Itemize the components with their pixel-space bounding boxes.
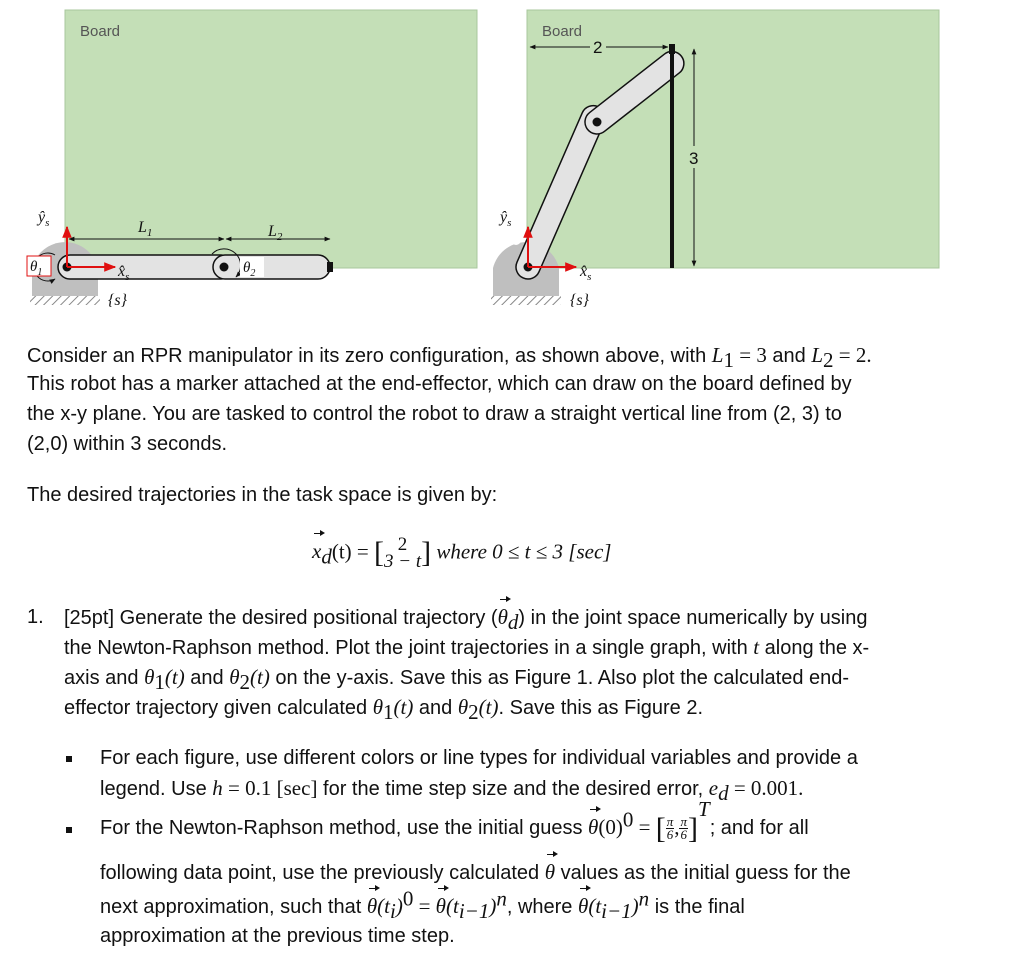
q1-theta-sub: d	[507, 610, 519, 634]
right-ys-label: $ŷ_s$	[500, 209, 512, 229]
right-ground-hatch	[491, 296, 561, 305]
eq-top: 2	[397, 534, 408, 555]
b2-text-b: ; and for all	[709, 817, 809, 839]
intro-L2: L	[811, 343, 823, 367]
b2-eq: =	[633, 815, 656, 839]
b2-l3-theta-1: θ	[367, 891, 377, 921]
left-board-label: Board	[80, 23, 121, 40]
eq-lhs: (t) =	[331, 539, 374, 564]
eq-x-vector: x	[312, 536, 321, 566]
intro-line-1	[27, 340, 872, 371]
b2-l2-theta: θ	[545, 857, 555, 887]
b2-frac-1	[666, 816, 675, 841]
q1-l2-text-b: along the x-	[759, 637, 870, 659]
theta1-label: $\theta_1$	[30, 259, 43, 278]
b2-l3-a: next approximation, such that	[100, 896, 367, 918]
b1-h: h	[212, 776, 223, 800]
q1-l4-b: . Save this as Figure 2.	[498, 697, 704, 719]
bullet-1-marker	[66, 756, 72, 762]
b2-l3-tim1-b: (t	[588, 894, 602, 918]
q1-line-1	[64, 602, 867, 633]
q1-text-a: [25pt] Generate the desired positional trajectory (	[64, 607, 498, 629]
b2-l3-tim1-close: )	[489, 894, 497, 918]
left-end-effector	[327, 262, 333, 272]
q1-l4-th1-sub: 1	[383, 700, 394, 724]
b2-frac-2-den: 6	[680, 827, 687, 843]
b2-l3-eq: =	[413, 894, 436, 918]
b2-l3-ti: (t	[377, 894, 390, 918]
intro-L1: L	[711, 343, 724, 367]
b2-l3-ti-sup: 0	[402, 886, 414, 911]
b2-frac-1-num: π	[666, 814, 674, 830]
b2-l3-theta-2: θ	[436, 891, 446, 921]
intro-line-3: the x-y plane. You are tasked to control the robot to draw a straight vertical line from (2, 3) to	[27, 403, 842, 425]
q1-l4-th2-sub: 2	[468, 700, 479, 724]
q1-l4-and: and	[413, 697, 458, 719]
b1-e-sub: d	[718, 781, 729, 805]
intro-line-4: (2,0) within 3 seconds.	[27, 433, 228, 455]
right-joint-1-marker	[511, 235, 521, 245]
b2-l2-b: values as the initial guess for the	[555, 862, 851, 884]
bullet-2-line-2	[100, 857, 851, 888]
q1-l3-b: on the y-axis. Save this as Figure 1. Also plot the calculated end-	[269, 667, 850, 689]
b2-l3-tim1-close-b: )	[631, 894, 639, 918]
b2-comma: ,	[674, 815, 680, 839]
q1-th1-t: (t)	[164, 665, 185, 689]
left-ground-hatch	[30, 296, 100, 305]
eq-x-sub: d	[321, 544, 332, 569]
eq-where: where 0 ≤ t ≤ 3 [sec]	[431, 539, 612, 564]
b2-theta: θ	[588, 812, 598, 842]
q1-th2-t: (t)	[250, 665, 270, 689]
b1-e: e	[708, 776, 719, 800]
b2-T: T	[698, 797, 710, 822]
right-xs-label: $x̂_s$	[580, 263, 592, 283]
eq-bottom: 3 − t	[384, 551, 422, 572]
b2-frac-2-num: π	[680, 814, 687, 830]
b2-l3-theta-3: θ	[578, 891, 588, 921]
b1-h-eq: = 0.1 [sec]	[222, 776, 318, 800]
b2-l3-tim1-sub: i−1	[458, 899, 490, 923]
L2-label: $L_2$	[268, 223, 283, 243]
intro-and: and	[766, 345, 812, 367]
b2-guess-sup: 0	[622, 807, 634, 832]
q1-line-4	[64, 692, 703, 723]
bullet-2-line-1	[100, 797, 809, 846]
q1-line-3	[64, 662, 849, 693]
dim-2-label: 2	[593, 38, 603, 57]
q1-th1-sub: 1	[154, 670, 165, 694]
q1-l4-th2: θ	[457, 695, 469, 719]
bullet-2-line-4: approximation at the previous time step.	[100, 925, 455, 947]
q1-theta: θ	[498, 602, 508, 632]
eq-bracket-left: [	[374, 536, 384, 569]
b1-text-b: for the time step size and the desired error,	[317, 778, 709, 800]
intro-text-a: Consider an RPR manipulator in its zero configuration, as shown above, with	[27, 345, 712, 367]
q1-text-b: ) in the joint space numerically by using	[518, 607, 868, 629]
left-xs-label: $x̂_s$	[118, 263, 130, 283]
robot-figure	[0, 0, 1024, 320]
b1-text-a: legend. Use	[100, 778, 213, 800]
eq-bracket-right: ]	[421, 536, 432, 569]
q1-l4-th1: θ	[372, 695, 384, 719]
b2-text-a: For the Newton-Raphson method, use the initial guess	[100, 817, 589, 839]
b2-l3-ti-sub: i	[389, 899, 396, 923]
trajectory-heading: The desired trajectories in the task space is given by:	[27, 484, 498, 506]
q1-l3-and: and	[184, 667, 230, 689]
b2-l3-n-sup: n	[496, 886, 507, 911]
q1-l3-a: axis and	[64, 667, 145, 689]
b2-l3-ti-close: )	[395, 894, 403, 918]
dim-3-label: 3	[689, 149, 699, 168]
b2-l3-tim1-sub-b: i−1	[601, 899, 632, 923]
b2-guess: (0)	[598, 815, 623, 839]
intro-line-2: This robot has a marker attached at the end-effector, which can draw on the board defined by	[27, 373, 852, 395]
right-frame-label: {s}	[570, 292, 590, 309]
b1-e-eq: = 0.001.	[728, 776, 804, 800]
q1-l4-th1-t: (t)	[393, 695, 414, 719]
bullet-2-line-3	[100, 886, 745, 923]
theta2-label: $\theta_2$	[243, 260, 256, 279]
left-joint-2	[220, 263, 229, 272]
intro-L1-sub: 1	[723, 348, 734, 372]
right-board-label: Board	[542, 23, 583, 40]
q1-l2-text: the Newton-Raphson method. Plot the joint trajectories in a single graph, with	[64, 637, 754, 659]
q1-t: t	[753, 635, 760, 659]
b2-frac-1-den: 6	[666, 827, 674, 843]
b2-l2-a: following data point, use the previously calculated	[100, 862, 545, 884]
b2-l3-c: is the final	[649, 896, 745, 918]
q1-l4-th2-t: (t)	[478, 695, 499, 719]
b2-l3-b: , where	[506, 896, 578, 918]
b2-l3-n-sup-b: n	[638, 886, 650, 911]
q1-th1: θ	[144, 665, 155, 689]
b2-bracket-right: ]	[688, 811, 698, 845]
q1-line-2	[64, 632, 869, 663]
left-ys-label: $ŷ_s$	[38, 209, 50, 229]
b2-l3-tim1: (t	[446, 894, 459, 918]
left-frame-label: {s}	[108, 292, 128, 309]
left-link-2	[213, 255, 330, 279]
b2-frac-2	[679, 816, 688, 841]
intro-L2-sub: 2	[823, 348, 834, 372]
q1-l4-a: effector trajectory given calculated	[64, 697, 373, 719]
right-joint-2	[593, 118, 602, 127]
q1-th2: θ	[229, 665, 240, 689]
q1-th2-sub: 2	[239, 670, 251, 694]
intro-eq-2: = 2.	[833, 343, 872, 367]
intro-eq-3: = 3	[733, 343, 767, 367]
L1-label: $L_1$	[138, 219, 153, 239]
bullet-2-marker	[66, 827, 72, 833]
bullet-1-line-1: For each figure, use different colors or line types for individual variables and provide a	[100, 747, 858, 769]
trajectory-equation	[312, 536, 611, 572]
q1-number: 1.	[27, 606, 44, 628]
b2-bracket-left: [	[655, 811, 666, 845]
